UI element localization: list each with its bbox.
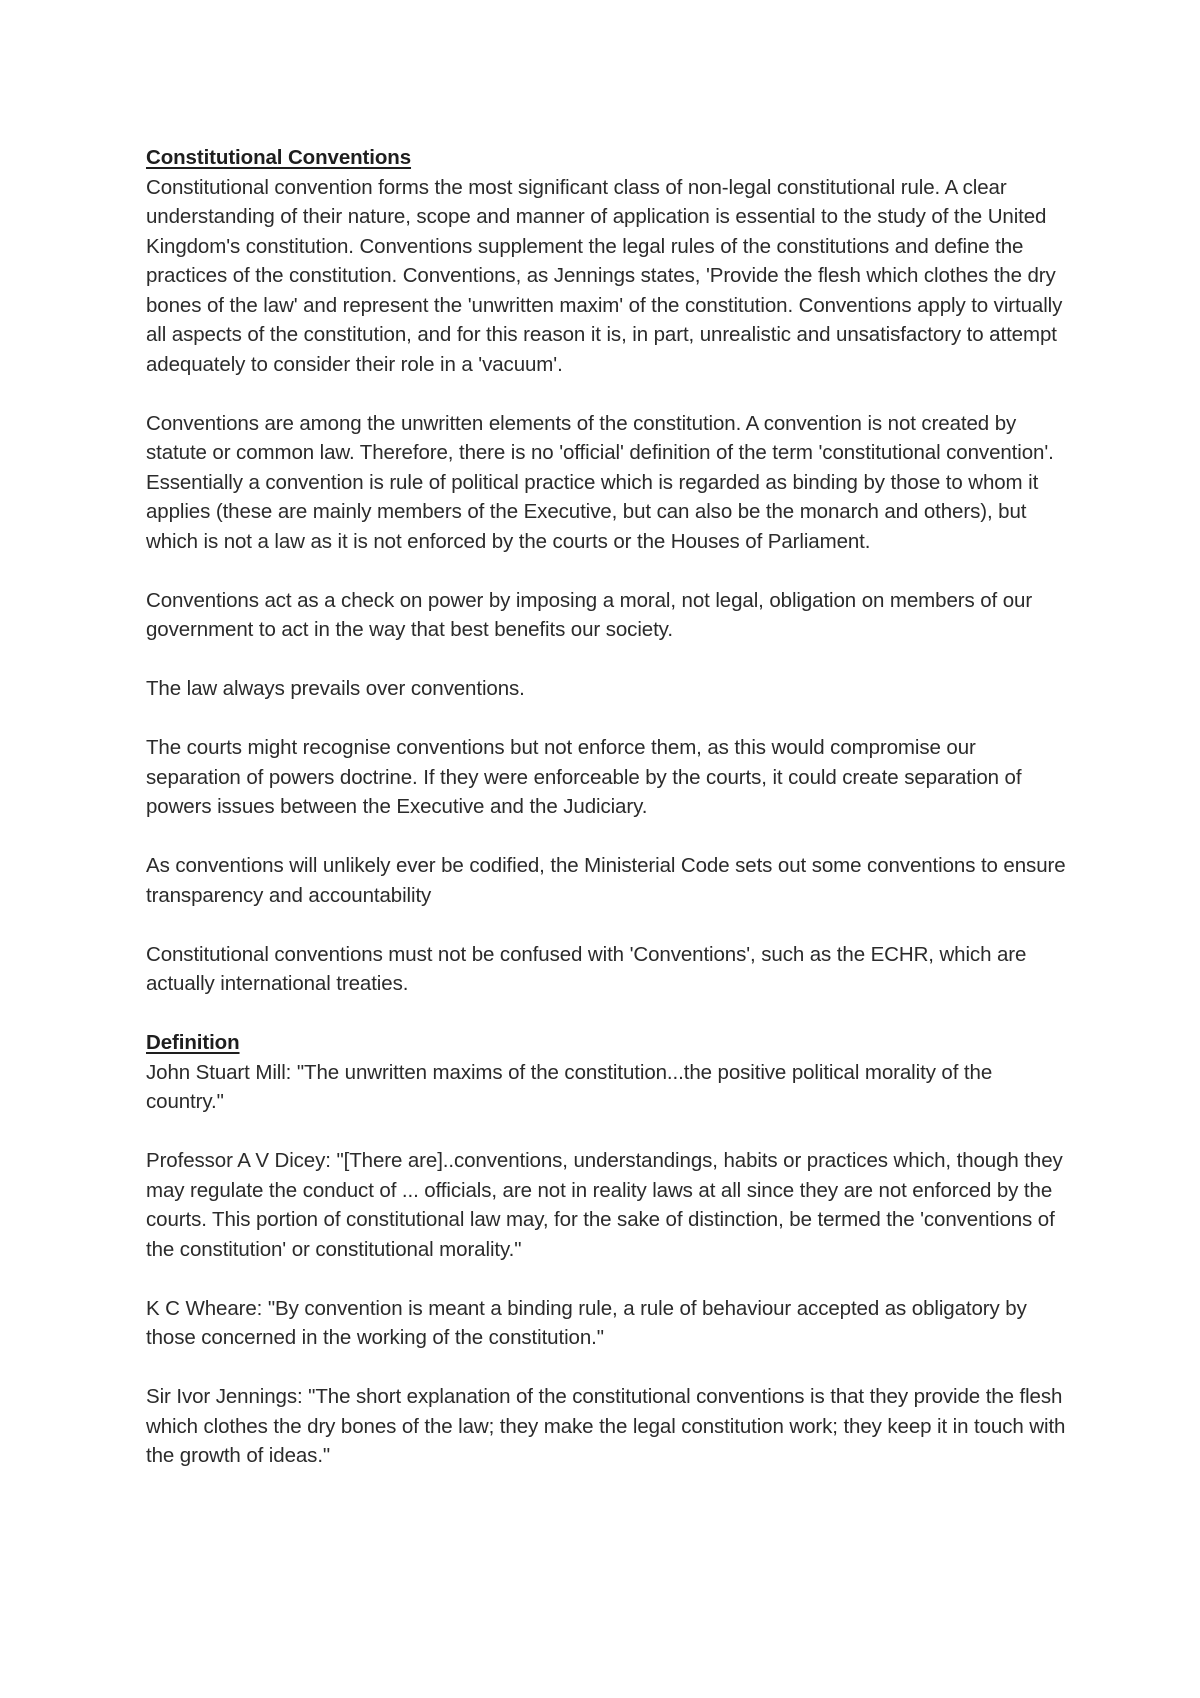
paragraph-check-on-power: Conventions act as a check on power by imposing a moral, not legal, obligation on members of our government to act in the way that best benefits our society. (146, 588, 1033, 641)
paragraph-definition-wheare: K C Wheare: "By convention is meant a binding rule, a rule of behaviour accepted as obligatory by those concerned in the working of the constitution." (146, 1296, 1027, 1349)
paragraph-intro: Constitutional convention forms the most significant class of non-legal constitutional rule. A clear understanding of their nature, scope and manner of application is essential to the study of the United Kingdom's constitution. Conventions supplement the legal rules of the constitutions and define the practices of the constitution. Conventions, as Jennings states, 'Provide the flesh which clothes the dry bones of the law' and represent the 'unwritten maxim' of the constitution. Conventions apply to virtually all aspects of the constitution, and for this reason it is, in part, unrealistic and unsatisfactory to attempt adequately to consider their role in a 'vacuum'. (146, 175, 1063, 376)
paragraph-definition-dicey: Professor A V Dicey: "[There are]..conventions, understandings, habits or practices which, though they may regulate the conduct of ... officials, are not in reality laws at all since they are not enforced by the courts. This portion of constitutional law may, for the sake of distinction, be termed the 'conventions of the constitution' or constitutional morality." (146, 1149, 1063, 1261)
section-heading-constitutional-conventions: Constitutional Conventions (146, 146, 412, 169)
paragraph-courts-recognise: The courts might recognise conventions but not enforce them, as this would compromise our separation of powers doctrine. If they were enforceable by the courts, it could create separation of powers issues between the Executive and the Judiciary. (146, 736, 1022, 818)
paragraph-not-confused: Constitutional conventions must not be confused with 'Conventions', such as the ECHR, which are actually international treaties. (146, 942, 1027, 995)
paragraph-law-prevails: The law always prevails over conventions. (146, 677, 525, 700)
paragraph-ministerial-code: As conventions will unlikely ever be codified, the Ministerial Code sets out some conventions to ensure transparency and accountability (146, 854, 1066, 907)
paragraph-unwritten-elements: Conventions are among the unwritten elements of the constitution. A convention is not created by statute or common law. Therefore, there is no 'official' definition of the term 'constitutional convention'. Essentially a convention is rule of political practice which is regarded as binding by those to whom it applies (these are mainly members of the Executive, but can also be the monarch and others), but which is not a law as it is not enforced by the courts or the Houses of Parliament. (146, 411, 1054, 553)
paragraph-definition-mill: John Stuart Mill: "The unwritten maxims of the constitution...the positive political morality of the country." (146, 1060, 993, 1113)
document-body (146, 143, 1071, 1500)
section-heading-definition: Definition (146, 1031, 240, 1054)
paragraph-definition-jennings: Sir Ivor Jennings: "The short explanation of the constitutional conventions is that they provide the flesh which clothes the dry bones of the law; they make the legal constitution work; they keep it in touch with the growth of ideas." (146, 1385, 1066, 1467)
